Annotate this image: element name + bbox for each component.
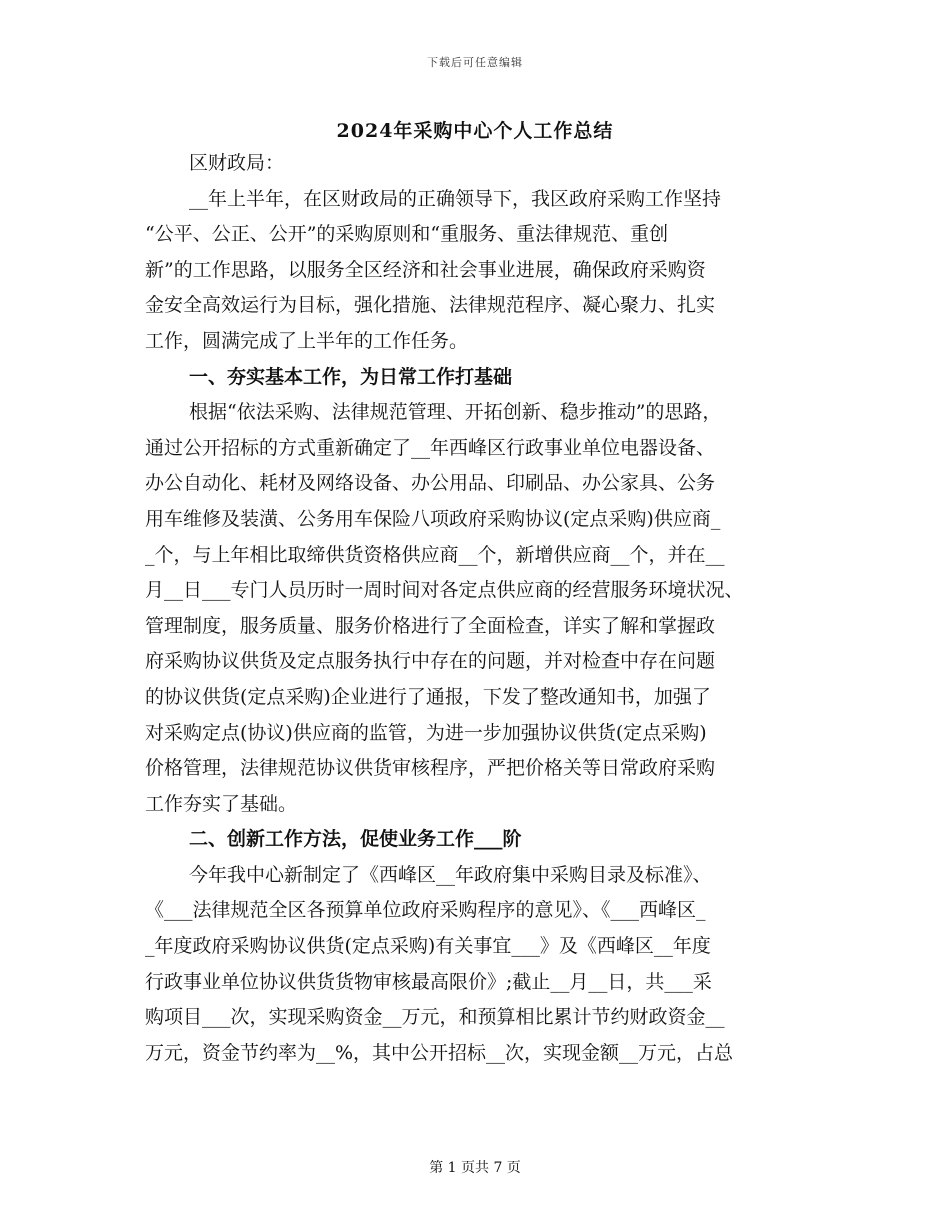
document-title: 2024年采购中心个人工作总结 [336, 120, 614, 142]
paragraph-line: 的协议供货(定点采购)企业进行了通报，下发了整改通知书，加强了 [145, 685, 711, 708]
paragraph-line: 工作，圆满完成了上半年的工作任务。 [145, 329, 469, 352]
paragraph-line: 价格管理，法律规范协议供货审核程序，严把价格关等日常政府采购 [145, 757, 716, 780]
page-footer: 第 1 页共 7 页 [429, 1160, 521, 1176]
paragraph-line: 办公自动化、耗材及网络设备、办公用品、印刷品、办公家具、公务 [145, 472, 716, 495]
paragraph-line: 用车维修及装潢、公务用车保险八项政府采购协议(定点采购)供应商_ [145, 507, 721, 530]
section-heading-2: 二、创新工作方法，促使业务工作___阶 [189, 828, 522, 851]
section-heading-1: 一、夯实基本工作，为日常工作打基础 [189, 365, 513, 388]
paragraph-line: 工作夯实了基础。 [145, 792, 298, 815]
paragraph-line: 行政事业单位协议供货货物审核最高限价》;截止__月__日，共___采 [145, 970, 712, 993]
document-body [145, 146, 820, 1071]
paragraph-line: 万元，资金节约率为__%，其中公开招标__次，实现金额__万元，占总 [145, 1041, 734, 1064]
paragraph-line: 管理制度，服务质量、服务价格进行了全面检查，详实了解和掌握政 [145, 614, 716, 637]
paragraph-line: 《___法律规范全区各预算单位政府采购程序的意见》、《___西峰区_ [145, 899, 706, 922]
paragraph-line: 月__日___专门人员历时一周时间对各定点供应商的经营服务环境状况、 [145, 579, 744, 602]
page-header: 下载后可任意编辑 [427, 56, 523, 69]
paragraph-line: 新”的工作思路，以服务全区经济和社会事业进展，确保政府采购资 [145, 258, 706, 281]
paragraph-line: __年上半年，在区财政局的正确领导下，我区政府采购工作坚持 [189, 187, 722, 210]
paragraph-line: _年度政府采购协议供货(定点采购)有关事宜___》及《西峰区__年度 [145, 935, 711, 958]
paragraph-line: 金安全高效运行为目标，强化措施、法律规范程序、凝心聚力、扎实 [145, 294, 716, 317]
paragraph-line: _个，与上年相比取缔供货资格供应商__个，新增供应商__个，并在__ [145, 543, 725, 566]
paragraph-line: 府采购协议供货及定点服务执行中存在的问题，并对检查中存在问题 [145, 650, 716, 673]
salutation: 区财政局： [189, 152, 285, 174]
paragraph-line: “公平、公正、公开”的采购原则和“重服务、重法律规范、重创 [145, 223, 669, 246]
paragraph-line: 通过公开招标的方式重新确定了__年西峰区行政事业单位电器设备、 [145, 436, 716, 459]
paragraph-line: 根据“依法采购、法律规范管理、开拓创新、稳步推动”的思路， [189, 401, 722, 424]
paragraph-line: 对采购定点(协议)供应商的监管，为进一步加强协议供货(定点采购) [145, 721, 707, 744]
paragraph-line: 购项目___次，实现采购资金__万元，和预算相比累计节约财政资金__ [145, 1006, 725, 1029]
paragraph-line: 今年我中心新制定了《西峰区__年政府集中采购目录及标准》、 [189, 863, 712, 886]
